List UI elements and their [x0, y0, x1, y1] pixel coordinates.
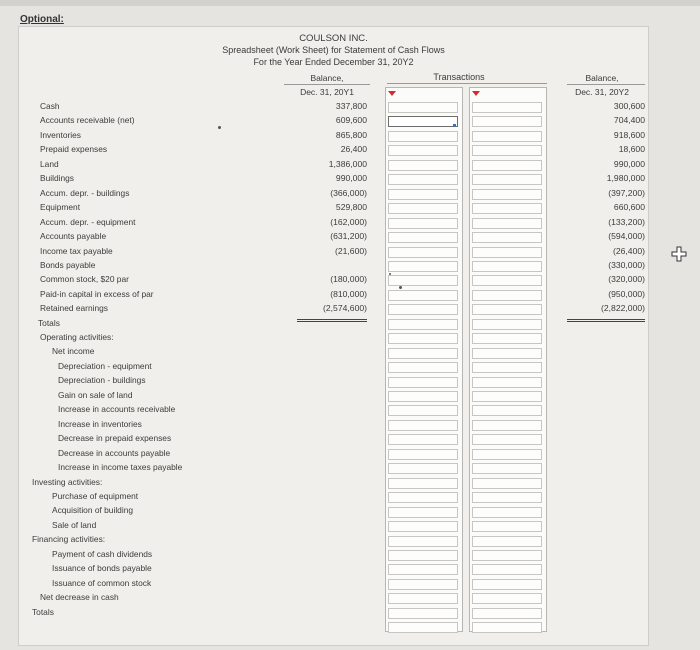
account-label: Paid-in capital in excess of par	[40, 288, 154, 299]
balance-end-value: (397,200)	[608, 187, 645, 198]
balance-end-date: Dec. 31, 20Y2	[575, 87, 629, 97]
balance-start-rule	[284, 84, 370, 85]
credit-input-cell[interactable]	[472, 536, 542, 547]
credit-input-cell[interactable]	[472, 218, 542, 229]
activity-label: Issuance of common stock	[52, 577, 152, 588]
credit-input-cell[interactable]	[472, 174, 542, 185]
balance-start-value: 337,800	[335, 101, 367, 111]
transactions-heading: Transactions	[433, 72, 485, 82]
balance-end-rule	[567, 84, 645, 85]
activity-label: Issuance of bonds payable	[52, 563, 152, 574]
debit-input-cell[interactable]	[388, 492, 458, 503]
credit-input-cell[interactable]	[472, 333, 542, 344]
debit-column	[385, 87, 463, 632]
debit-input-cell[interactable]	[388, 362, 458, 373]
credit-input-cell[interactable]	[472, 521, 542, 532]
debit-input-cell[interactable]	[388, 174, 458, 185]
activity-label: Increase in income taxes payable	[58, 462, 183, 473]
credit-input-cell[interactable]	[472, 420, 542, 431]
balance-end-value: (26,400)	[612, 245, 645, 256]
activity-label: Purchase of equipment	[52, 490, 139, 501]
debit-input-cell[interactable]	[388, 116, 458, 127]
top-strip	[0, 0, 700, 6]
account-label: Equipment	[40, 202, 81, 213]
debit-input-cell[interactable]	[388, 593, 458, 604]
debit-input-cell[interactable]	[388, 131, 458, 142]
credit-input-cell[interactable]	[472, 391, 542, 402]
debit-input-cell[interactable]	[388, 420, 458, 431]
activity-label: Increase in accounts receivable	[58, 404, 176, 415]
balance-start-value: 609,600	[335, 115, 367, 126]
credit-input-cell[interactable]	[472, 348, 542, 359]
balance-end-value: 990,000	[613, 158, 645, 169]
account-label: Prepaid expenses	[40, 144, 108, 155]
activity-label: Investing activities:	[32, 476, 103, 487]
balance-start-value: 865,800	[335, 129, 367, 140]
credit-input-cell[interactable]	[472, 507, 542, 518]
section-label: Optional:	[20, 14, 64, 25]
red-flag-icon	[388, 91, 396, 96]
credit-input-cell[interactable]	[472, 550, 542, 561]
credit-input-cell[interactable]	[472, 116, 542, 127]
credit-input-cell[interactable]	[472, 261, 542, 272]
activity-label: Payment of cash dividends	[52, 548, 153, 559]
account-label: Bonds payable	[40, 259, 96, 270]
crosshair-cursor-icon	[671, 246, 687, 262]
worksheet-period: For the Year Ended December 31, 20Y2	[253, 57, 414, 67]
account-label: Cash	[40, 101, 60, 111]
account-label: Accounts payable	[40, 231, 107, 242]
credit-input-cell[interactable]	[472, 377, 542, 388]
balance-start-total-rule	[297, 319, 367, 320]
debit-input-cell[interactable]	[388, 203, 458, 214]
debit-input-cell[interactable]	[388, 232, 458, 243]
account-label: Common stock, $20 par	[40, 274, 129, 285]
bullet-icon	[389, 273, 391, 275]
credit-input-cell[interactable]	[472, 275, 542, 286]
balance-start-value: (810,000)	[330, 288, 367, 299]
account-label: Buildings	[40, 173, 74, 184]
balance-start-value: (631,200)	[330, 231, 367, 242]
debit-input-cell[interactable]	[388, 304, 458, 315]
debit-input-cell[interactable]	[388, 160, 458, 171]
debit-input-cell[interactable]	[388, 319, 458, 330]
balance-start-value: (21,600)	[334, 245, 367, 256]
balance-end-total-rule	[567, 319, 645, 320]
balance-start-value: (180,000)	[330, 274, 367, 285]
debit-input-cell[interactable]	[388, 189, 458, 200]
debit-input-cell[interactable]	[388, 507, 458, 518]
credit-input-cell[interactable]	[472, 579, 542, 590]
account-label: Income tax payable	[40, 245, 113, 256]
activity-label: Increase in inventories	[58, 418, 142, 429]
credit-input-cell[interactable]	[472, 405, 542, 416]
balance-end-value: 918,600	[613, 129, 645, 140]
debit-input-cell[interactable]	[388, 261, 458, 272]
account-label: Inventories	[40, 129, 81, 140]
activity-label: Decrease in prepaid expenses	[58, 433, 172, 444]
balance-end-value: (330,000)	[608, 259, 645, 270]
activity-label: Depreciation - equipment	[58, 360, 152, 371]
balance-start-value: (162,000)	[330, 216, 367, 227]
credit-input-cell[interactable]	[472, 290, 542, 301]
activity-label: Financing activities:	[32, 534, 106, 545]
debit-input-cell[interactable]	[388, 377, 458, 388]
debit-input-cell[interactable]	[388, 478, 458, 489]
activity-label: Sale of land	[52, 519, 97, 530]
debit-input-cell[interactable]	[388, 579, 458, 590]
activity-label: Acquisition of building	[52, 505, 134, 516]
debit-input-cell[interactable]	[388, 434, 458, 445]
balance-end-value: (2,822,000)	[601, 303, 645, 314]
credit-input-cell[interactable]	[472, 203, 542, 214]
worksheet-title: Spreadsheet (Work Sheet) for Statement of Cash Flows	[222, 45, 445, 55]
balance-end-value: (950,000)	[608, 288, 645, 299]
debit-input-cell[interactable]	[388, 333, 458, 344]
red-flag-icon	[472, 91, 480, 96]
balance-start-total-double-rule	[297, 321, 367, 322]
credit-input-cell[interactable]	[472, 434, 542, 445]
balance-start-value: 990,000	[335, 173, 367, 184]
balance-end-value: 18,600	[618, 144, 645, 155]
activity-label: Operating activities:	[40, 332, 114, 342]
debit-input-cell[interactable]	[388, 564, 458, 575]
balance-start-value: (366,000)	[330, 187, 367, 198]
debit-input-cell[interactable]	[388, 463, 458, 474]
debit-input-cell[interactable]	[388, 218, 458, 229]
debit-input-cell[interactable]	[388, 275, 458, 286]
credit-input-cell[interactable]	[472, 131, 542, 142]
balance-end-value: 300,600	[613, 101, 645, 111]
activity-label: Net decrease in cash	[40, 592, 119, 603]
debit-input-cell[interactable]	[388, 247, 458, 258]
company-name: COULSON INC.	[299, 33, 368, 44]
debit-input-cell[interactable]	[388, 550, 458, 561]
debit-input-cell[interactable]	[388, 521, 458, 532]
bullet-icon	[218, 126, 221, 129]
balance-end-value: (320,000)	[608, 274, 645, 285]
activity-label: Totals	[32, 606, 54, 617]
balance-end-value: 1,980,000	[606, 173, 645, 184]
debit-input-cell[interactable]	[388, 622, 458, 633]
balance-end-value: 704,400	[613, 115, 645, 126]
activity-label: Decrease in accounts payable	[58, 447, 171, 458]
credit-input-cell[interactable]	[472, 622, 542, 633]
balance-start-value: (2,574,600)	[323, 303, 367, 314]
balance-start-heading: Balance,	[310, 73, 344, 83]
credit-input-cell[interactable]	[472, 362, 542, 373]
balance-start-value: 26,400	[340, 144, 367, 155]
debit-input-cell[interactable]	[388, 405, 458, 416]
balance-end-total-double-rule	[567, 321, 645, 322]
debit-input-cell[interactable]	[388, 348, 458, 359]
account-label: Accounts receivable (net)	[40, 115, 135, 126]
credit-input-cell[interactable]	[472, 478, 542, 489]
account-label: Land	[40, 158, 59, 169]
credit-input-cell[interactable]	[472, 319, 542, 330]
credit-input-cell[interactable]	[472, 189, 542, 200]
account-label: Accum. depr. - equipment	[40, 216, 136, 227]
account-label: Accum. depr. - buildings	[40, 187, 130, 198]
activity-label: Net income	[52, 346, 95, 357]
balance-start-value: 529,800	[335, 202, 367, 213]
balance-start-value: 1,386,000	[328, 158, 367, 169]
balance-end-value: (594,000)	[608, 231, 645, 242]
balance-end-heading: Balance,	[585, 73, 619, 83]
credit-input-cell[interactable]	[472, 463, 542, 474]
credit-input-cell[interactable]	[472, 608, 542, 619]
account-label: Retained earnings	[40, 303, 108, 314]
credit-input-cell[interactable]	[472, 102, 542, 113]
bullet-icon	[399, 286, 402, 289]
debit-input-cell[interactable]	[388, 145, 458, 156]
debit-input-cell[interactable]	[388, 536, 458, 547]
credit-input-cell[interactable]	[472, 564, 542, 575]
credit-input-cell[interactable]	[472, 449, 542, 460]
balance-start-date: Dec. 31, 20Y1	[300, 87, 354, 97]
credit-input-cell[interactable]	[472, 304, 542, 315]
credit-input-cell[interactable]	[472, 160, 542, 171]
credit-input-cell[interactable]	[472, 232, 542, 243]
credit-column	[469, 87, 547, 632]
activity-label: Depreciation - buildings	[58, 375, 146, 386]
credit-input-cell[interactable]	[472, 145, 542, 156]
activity-label: Gain on sale of land	[58, 389, 133, 400]
worksheet-panel	[18, 26, 649, 646]
debit-input-cell[interactable]	[388, 102, 458, 113]
credit-input-cell[interactable]	[472, 593, 542, 604]
transactions-rule	[387, 83, 547, 84]
credit-input-cell[interactable]	[472, 492, 542, 503]
debit-input-cell[interactable]	[388, 449, 458, 460]
balance-end-value: 660,600	[613, 202, 645, 213]
credit-input-cell[interactable]	[472, 247, 542, 258]
debit-input-cell[interactable]	[388, 608, 458, 619]
resize-handle-icon[interactable]	[453, 124, 456, 127]
balance-end-value: (133,200)	[608, 216, 645, 227]
debit-input-cell[interactable]	[388, 391, 458, 402]
account-label: Totals	[38, 317, 60, 328]
debit-input-cell[interactable]	[388, 290, 458, 301]
